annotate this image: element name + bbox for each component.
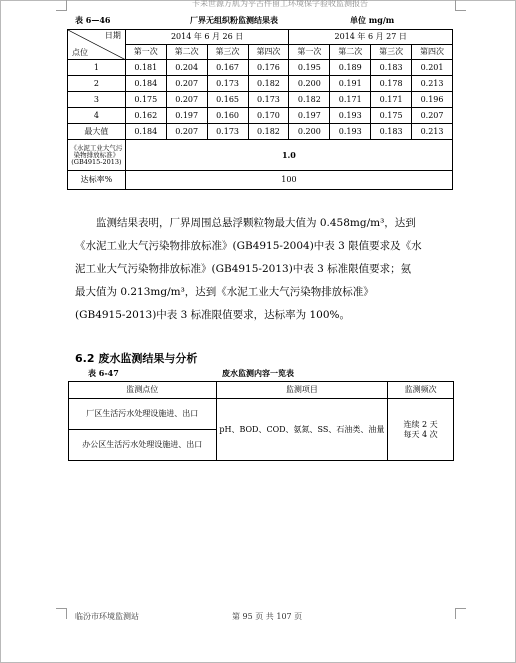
- table-cell: 0.201: [412, 60, 453, 76]
- table2-title: 废水监测内容一览表: [222, 368, 294, 378]
- paragraph-line: 监测结果表明，厂界周围总悬浮颗粒物最大值为 0.458mg/m³，达到: [96, 217, 416, 229]
- section-heading: 6.2 废水监测结果与分析: [75, 352, 198, 365]
- time-header: 第二次: [330, 45, 371, 60]
- table-cell: 0.197: [289, 108, 330, 124]
- table-cell: 0.200: [289, 124, 330, 140]
- date-header-2: 2014 年 6 月 27 日: [289, 30, 453, 45]
- table1-unit: 单位 mg/m: [350, 15, 395, 25]
- table-cell: 0.197: [166, 108, 207, 124]
- crop-mark-bottom-left: [56, 608, 67, 619]
- table-cell: 0.213: [412, 76, 453, 92]
- table-cell: 0.170: [248, 108, 289, 124]
- compliance-value: 100: [125, 171, 452, 190]
- table-cell: 0.167: [207, 60, 248, 76]
- table-cell: 0.193: [330, 124, 371, 140]
- paragraph-line: (GB4915-2013)中表 3 标准限值要求，达标率为 100%。: [75, 309, 350, 321]
- table-cell: 0.183: [371, 60, 412, 76]
- table-cell: 0.184: [125, 124, 166, 140]
- row-label: 最大值: [68, 124, 126, 140]
- table-cell: 0.200: [289, 76, 330, 92]
- table2-header: 监测频次: [388, 382, 454, 399]
- table2-number: 表 6-47: [88, 368, 119, 378]
- table-cell: 0.181: [125, 60, 166, 76]
- table-cell: 0.175: [125, 92, 166, 108]
- table-cell: 0.182: [248, 76, 289, 92]
- table-cell: 0.182: [248, 124, 289, 140]
- frequency-line: 连续 2 天: [403, 419, 438, 429]
- row-label: 2: [68, 76, 126, 92]
- row-label: 3: [68, 92, 126, 108]
- table-cell: 0.178: [371, 76, 412, 92]
- table-cell: 0.193: [330, 108, 371, 124]
- time-header: 第一次: [289, 45, 330, 60]
- table-row-standard: [68, 140, 453, 171]
- paragraph-line: 泥工业大气污染物排放标准》(GB4915-2013)中表 3 标准限值要求；氨: [75, 263, 412, 275]
- date-header-1: 2014 年 6 月 26 日: [125, 30, 289, 45]
- table-cell: 0.207: [166, 124, 207, 140]
- monitoring-point: 厂区生活污水处理设施进、出口: [69, 399, 217, 430]
- table1-air-results: [67, 29, 453, 190]
- monitoring-point: 办公区生活污水处理设施进、出口: [69, 430, 217, 461]
- table-cell: 0.207: [166, 76, 207, 92]
- frequency-line: 每天 4 次: [403, 429, 438, 439]
- table-cell: 0.176: [248, 60, 289, 76]
- table-cell: 0.162: [125, 108, 166, 124]
- table1-number: 表 6—46: [75, 15, 111, 25]
- table-row: [69, 399, 454, 430]
- table-cell: 0.173: [207, 76, 248, 92]
- table-row: [68, 60, 453, 76]
- table-cell: 0.171: [330, 92, 371, 108]
- time-header: 第四次: [248, 45, 289, 60]
- point-header-label: 点位: [72, 48, 88, 57]
- time-header: 第四次: [412, 45, 453, 60]
- paragraph-line: 最大值为 0.213mg/m³，达到《水泥工业大气污染物排放标准》: [75, 286, 374, 298]
- footer-org: 临汾市环境监测站: [75, 612, 139, 621]
- time-header: 第二次: [166, 45, 207, 60]
- table-cell: 0.183: [371, 124, 412, 140]
- monitoring-items: pH、BOD、COD、氨氮、SS、石油类、油量: [216, 399, 388, 461]
- running-header: 卡耒世源方肌为乎古件留工环境保字验收监测报告: [192, 0, 368, 8]
- row-label: 1: [68, 60, 126, 76]
- table2-header: 监测项目: [216, 382, 388, 399]
- table-cell: 0.207: [412, 108, 453, 124]
- table-row: [68, 92, 453, 108]
- table-cell: 0.191: [330, 76, 371, 92]
- table2-header: 监测点位: [69, 382, 217, 399]
- table-cell: 0.213: [412, 124, 453, 140]
- table-cell: 0.171: [371, 92, 412, 108]
- table-cell: 0.165: [207, 92, 248, 108]
- table-cell: 0.173: [207, 124, 248, 140]
- table-cell: 0.173: [248, 92, 289, 108]
- table-cell: 0.204: [166, 60, 207, 76]
- table-row: [68, 124, 453, 140]
- table-cell: 0.184: [125, 76, 166, 92]
- monitoring-frequency: [388, 399, 454, 461]
- table-cell: 0.189: [330, 60, 371, 76]
- table-row: [68, 76, 453, 92]
- standard-value: 1.0: [125, 140, 452, 171]
- result-paragraph: [75, 212, 455, 327]
- standard-label: 《水泥工业大气污染物排放标准》(GB4915-2013): [68, 140, 126, 171]
- table-cell: 0.196: [412, 92, 453, 108]
- time-header: 第三次: [371, 45, 412, 60]
- date-header-label: 日期: [104, 31, 121, 40]
- table-cell: 0.160: [207, 108, 248, 124]
- paragraph-line: 《水泥工业大气污染物排放标准》(GB4915-2004)中表 3 限值要求及《水: [75, 240, 422, 252]
- time-header: 第一次: [125, 45, 166, 60]
- table-cell: 0.207: [166, 92, 207, 108]
- compliance-label: 达标率%: [68, 171, 126, 190]
- table-cell: 0.195: [289, 60, 330, 76]
- table1-diagonal-header: [68, 30, 126, 60]
- table1-title: 厂界无组织粉监测结果表: [190, 15, 278, 25]
- table-row-compliance: [68, 171, 453, 190]
- table-cell: 0.175: [371, 108, 412, 124]
- crop-mark-bottom-right: [455, 608, 466, 619]
- crop-mark-top-right: [455, 0, 466, 11]
- row-label: 4: [68, 108, 126, 124]
- time-header: 第三次: [207, 45, 248, 60]
- table-cell: 0.182: [289, 92, 330, 108]
- table-row: [68, 108, 453, 124]
- footer-page-number: 第 95 页 共 107 页: [232, 612, 303, 621]
- table2-wastewater-content: [68, 381, 454, 461]
- crop-mark-top-left: [56, 0, 67, 11]
